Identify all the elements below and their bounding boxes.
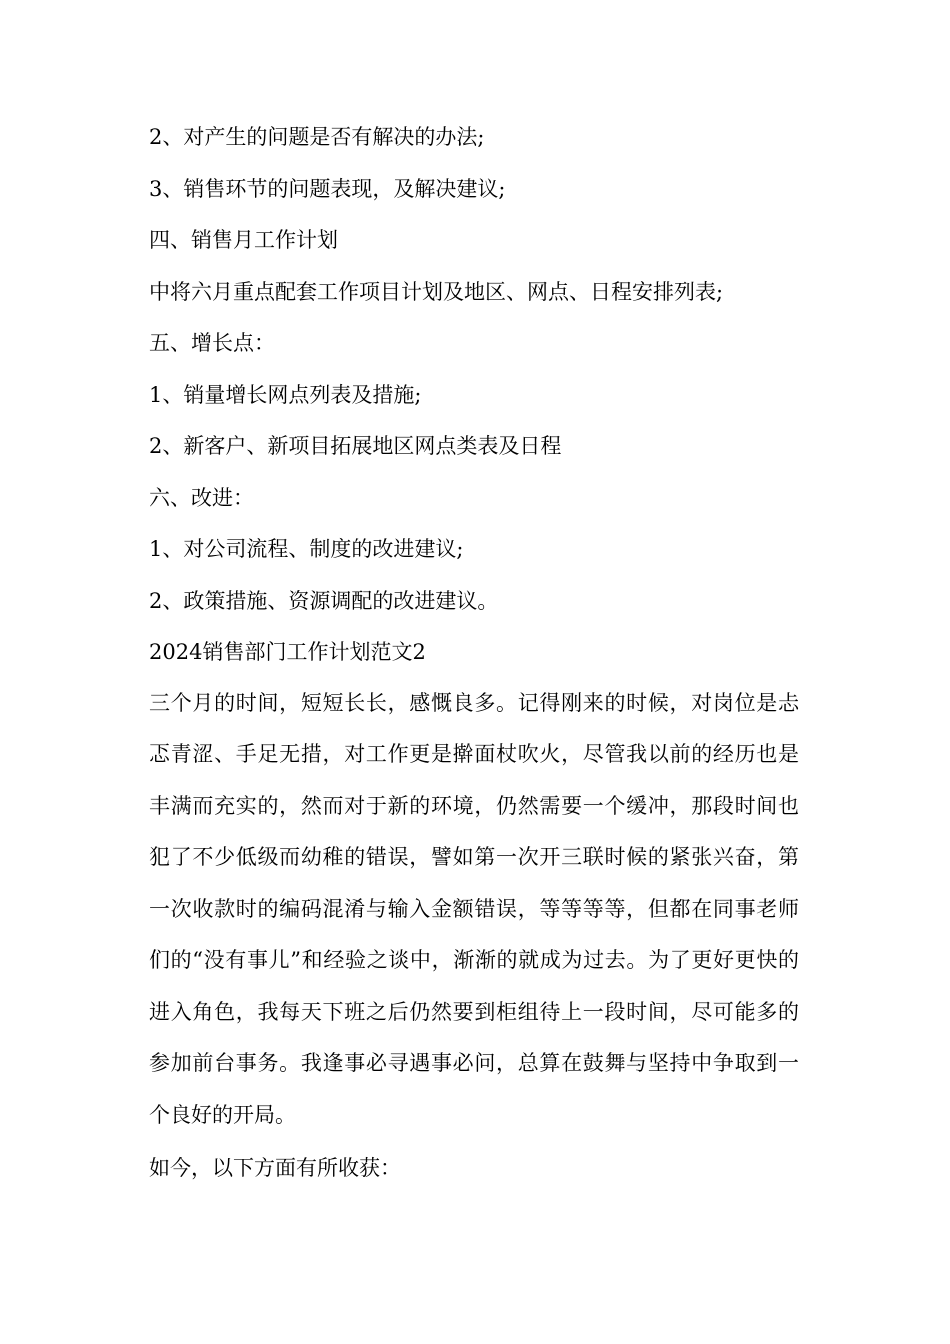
text-line-6: 1、销量增长网点列表及措施; (149, 382, 422, 407)
section-heading-4: 四、销售月工作计划 (149, 228, 338, 252)
text-line-9: 1、对公司流程、制度的改进建议; (149, 537, 464, 561)
text-line-2: 3、销售环节的问题表现，及解决建议; (149, 176, 506, 201)
body-paragraph: 三个月的时间，短短长长，感慨良多。记得刚来的时候，对岗位是忐忑青涩、手足无措，对工作更是擀面杖吹火，尽管我以前的经历也是丰满而充实的，然而对于新的环境，仍然需要一个缓冲，那段时间也犯了不少低级而幼稚的错误，譬如第一次开三联时候的紧张兴奋，第一次收款时的编码混淆与输入金额错误，等等等等，但都在同事老师们的“没有事儿”和经验之谈中，渐渐的就成为过去。为了更好更快的进入角色，我每天下班之后仍然要到柜组待上一段时间，尽可能多的参加前台事务。我逢事必寻遇事必问，总算在鼓舞与坚持中争取到一个良好的开局。 (149, 690, 799, 1127)
section-heading-6: 六、改进： (149, 485, 254, 510)
closing-line: 如今，以下方面有所收获： (149, 1156, 401, 1180)
section-heading-5: 五、增长点： (149, 331, 275, 355)
text-line-4: 中将六月重点配套工作项目计划及地区、网点、日程安排列表; (149, 279, 724, 304)
text-line-1: 2、对产生的问题是否有解决的办法; (149, 125, 485, 149)
article-title: 2024销售部门工作计划范文2 (149, 640, 426, 664)
document-body (149, 120, 799, 1203)
text-line-7: 2、新客户、新项目拓展地区网点类表及日程 (149, 434, 562, 458)
text-line-10: 2、政策措施、资源调配的改进建议。 (149, 588, 499, 613)
paragraph-gap (149, 1141, 799, 1151)
